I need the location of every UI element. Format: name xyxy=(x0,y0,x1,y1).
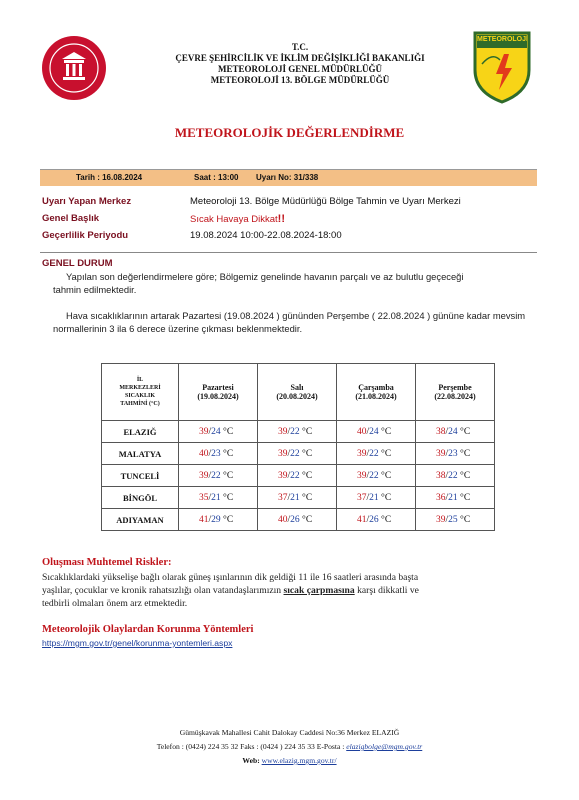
max-temp: 39 xyxy=(436,448,446,459)
logo-label: METEOROLOJİ xyxy=(477,36,528,43)
temp-cell: 40/23 °C xyxy=(179,443,258,465)
day-date: (19.08.2024) xyxy=(197,392,239,401)
unit: °C xyxy=(223,492,234,503)
table-row xyxy=(102,487,495,509)
max-temp: 41 xyxy=(357,514,367,525)
footer-contact xyxy=(0,742,579,751)
min-temp: 22 xyxy=(290,470,300,481)
general-heading: GENEL DURUM xyxy=(42,258,113,269)
unit: °C xyxy=(381,514,392,525)
unit: °C xyxy=(223,514,234,525)
temp-cell: 41/26 °C xyxy=(337,509,416,531)
unit: °C xyxy=(302,448,313,459)
temp-cell: 37/21 °C xyxy=(337,487,416,509)
document-title: METEOROLOJİK DEĞERLENDİRME xyxy=(174,125,405,140)
temp-cell: 38/22 °C xyxy=(416,465,495,487)
day-name: Salı xyxy=(290,383,304,392)
ministry-emblem-logo xyxy=(42,36,106,100)
header-tc: T.C. xyxy=(291,42,309,52)
general-para2-line1: Hava sıcaklıklarının artarak Pazartesi (19.08.2024 ) gününden Perşembe ( 22.08.2024 ) gününe kadar mevsim xyxy=(66,310,526,321)
temp-cell: 39/22 °C xyxy=(179,465,258,487)
heading-marks: !! xyxy=(277,213,285,225)
max-temp: 40 xyxy=(199,448,209,459)
min-temp: 21 xyxy=(211,492,221,503)
unit: °C xyxy=(381,426,392,437)
temp-cell: 39/22 °C xyxy=(258,443,337,465)
max-temp: 38 xyxy=(436,470,446,481)
min-temp: 26 xyxy=(290,514,300,525)
max-temp: 37 xyxy=(278,492,288,503)
unit: °C xyxy=(460,470,471,481)
max-temp: 39 xyxy=(357,448,367,459)
unit: °C xyxy=(223,448,234,459)
heading-label: Genel Başlık xyxy=(42,213,100,224)
day-header xyxy=(179,364,258,421)
min-temp: 21 xyxy=(290,492,300,503)
day-header xyxy=(258,364,337,421)
min-temp: 21 xyxy=(369,492,379,503)
risks-underlined: sıcak çarpmasına xyxy=(283,585,355,596)
meteoroloji-shield-logo xyxy=(472,30,532,104)
temp-cell: 39/22 °C xyxy=(258,465,337,487)
min-temp: 21 xyxy=(448,492,458,503)
max-temp: 40 xyxy=(357,426,367,437)
footer-web-link[interactable]: www.elazig.mgm.gov.tr/ xyxy=(261,756,337,765)
day-name: Pazartesi xyxy=(202,383,234,392)
city-cell: MALATYA xyxy=(102,443,179,465)
risks-text xyxy=(42,571,538,610)
validity-label: Geçerlilik Periyodu xyxy=(42,230,129,241)
max-temp: 38 xyxy=(436,426,446,437)
day-name: Perşembe xyxy=(438,383,472,392)
min-temp: 26 xyxy=(369,514,379,525)
day-header xyxy=(337,364,416,421)
temp-cell: 35/21 °C xyxy=(179,487,258,509)
max-temp: 40 xyxy=(278,514,288,525)
min-temp: 25 xyxy=(448,514,458,525)
city-cell: BİNGÖL xyxy=(102,487,179,509)
city-cell: ELAZIĞ xyxy=(102,421,179,443)
min-temp: 24 xyxy=(448,426,458,437)
general-para1-line2: tahmin edilmektedir. xyxy=(53,284,137,295)
max-temp: 39 xyxy=(278,448,288,459)
city-cell: TUNCELİ xyxy=(102,465,179,487)
risks-line1: Sıcaklıklardaki yükselişe bağlı olarak güneş ışınlarının dik geldiği 11 ile 16 saatleri arasında başta xyxy=(42,572,419,583)
unit: °C xyxy=(381,448,392,459)
day-header xyxy=(416,364,495,421)
unit: °C xyxy=(302,492,313,503)
footer-web xyxy=(0,756,579,765)
temp-cell: 39/25 °C xyxy=(416,509,495,531)
corner-line: İL xyxy=(136,377,144,383)
table-header-row xyxy=(102,364,495,421)
footer-address: Gümüşkavak Mahallesi Cahit Dalokay Caddesi No:36 Merkez ELAZIĞ xyxy=(179,728,400,737)
day-date: (20.08.2024) xyxy=(276,392,318,401)
min-temp: 22 xyxy=(369,448,379,459)
temp-cell: 39/23 °C xyxy=(416,443,495,465)
temp-cell: 39/22 °C xyxy=(337,443,416,465)
unit: °C xyxy=(302,426,313,437)
min-temp: 22 xyxy=(211,470,221,481)
temp-cell: 38/24 °C xyxy=(416,421,495,443)
min-temp: 23 xyxy=(448,448,458,459)
max-temp: 39 xyxy=(436,514,446,525)
table-row xyxy=(102,465,495,487)
temp-cell: 40/26 °C xyxy=(258,509,337,531)
max-temp: 39 xyxy=(278,470,288,481)
risks-line2-post: karşı dikkatli ve xyxy=(354,585,419,596)
unit: °C xyxy=(223,426,234,437)
info-warning-no: Uyarı No: 31/338 xyxy=(256,173,319,182)
min-temp: 29 xyxy=(211,514,221,525)
heading-text: Sıcak Havaya Dikkat xyxy=(190,214,278,225)
risks-heading: Oluşması Muhtemel Riskler: xyxy=(42,557,172,568)
temp-cell: 40/24 °C xyxy=(337,421,416,443)
corner-line: MERKEZLERİ xyxy=(119,385,161,391)
unit: °C xyxy=(302,470,313,481)
info-date: Tarih : 16.08.2024 xyxy=(76,173,143,182)
max-temp: 36 xyxy=(436,492,446,503)
min-temp: 22 xyxy=(290,426,300,437)
unit: °C xyxy=(381,470,392,481)
min-temp: 24 xyxy=(211,426,221,437)
min-temp: 22 xyxy=(448,470,458,481)
unit: °C xyxy=(381,492,392,503)
table-row xyxy=(102,443,495,465)
protection-heading: Meteorolojik Olaylardan Korunma Yöntemleri xyxy=(42,624,254,635)
temp-cell: 36/21 °C xyxy=(416,487,495,509)
corner-line: TAHMİNİ (°C) xyxy=(120,401,160,407)
max-temp: 39 xyxy=(357,470,367,481)
temp-cell: 39/22 °C xyxy=(337,465,416,487)
footer-web-label: Web: xyxy=(242,756,262,765)
general-para1-line1: Yapılan son değerlendirmelere göre; Bölgemiz genelinde havanın parçalı ve az bulutlu geçeceği xyxy=(66,271,464,282)
risks-line3: tedbirli olmaları önem arz etmektedir. xyxy=(42,598,188,609)
max-temp: 39 xyxy=(199,426,209,437)
footer-email-link[interactable]: elazigbolge@mgm.gov.tr xyxy=(346,742,423,751)
general-para2-line2: normallerinin 3 ila 6 derece üzerine çıkması beklenmektedir. xyxy=(53,323,303,334)
footer-contact-text: Telefon : (0424) 224 35 32 Faks : (0424 ) 224 35 33 E-Posta : xyxy=(156,742,347,751)
temperature-table xyxy=(101,363,495,531)
day-date: (22.08.2024) xyxy=(434,392,476,401)
validity-value: 19.08.2024 10:00-22.08.2024-18:00 xyxy=(190,230,342,241)
min-temp: 22 xyxy=(290,448,300,459)
min-temp: 23 xyxy=(211,448,221,459)
protection-link[interactable]: https://mgm.gov.tr/genel/korunma-yontemleri.aspx xyxy=(42,638,233,648)
unit: °C xyxy=(460,426,471,437)
max-temp: 35 xyxy=(199,492,209,503)
table-row xyxy=(102,509,495,531)
max-temp: 39 xyxy=(199,470,209,481)
risks-line2 xyxy=(42,584,538,597)
max-temp: 41 xyxy=(199,514,209,525)
temp-cell: 39/22 °C xyxy=(258,421,337,443)
header-ministry: ÇEVRE ŞEHİRCİLİK VE İKLİM DEĞİŞİKLİĞİ BAKANLIĞI xyxy=(175,53,425,63)
center-value: Meteoroloji 13. Bölge Müdürlüğü Bölge Tahmin ve Uyarı Merkezi xyxy=(190,196,461,207)
center-label: Uyarı Yapan Merkez xyxy=(42,196,132,207)
temp-cell: 37/21 °C xyxy=(258,487,337,509)
table-row xyxy=(102,421,495,443)
corner-header xyxy=(102,364,179,421)
unit: °C xyxy=(223,470,234,481)
day-date: (21.08.2024) xyxy=(355,392,397,401)
city-cell: ADIYAMAN xyxy=(102,509,179,531)
day-name: Çarşamba xyxy=(358,383,394,392)
heading-value xyxy=(190,213,285,225)
min-temp: 22 xyxy=(369,470,379,481)
corner-line: SICAKLIK xyxy=(124,393,155,399)
unit: °C xyxy=(302,514,313,525)
header-directorate: METEOROLOJİ GENEL MÜDÜRLÜĞÜ xyxy=(217,64,383,74)
info-bar xyxy=(40,169,537,186)
max-temp: 39 xyxy=(278,426,288,437)
temp-cell: 39/24 °C xyxy=(179,421,258,443)
min-temp: 24 xyxy=(369,426,379,437)
header-regional: METEOROLOJİ 13. BÖLGE MÜDÜRLÜĞÜ xyxy=(210,75,390,85)
unit: °C xyxy=(460,492,471,503)
risks-line2-pre: yaşlılar, çocuklar ve kronik rahatsızlığı olan vatandaşlarımızın xyxy=(42,585,284,596)
max-temp: 37 xyxy=(357,492,367,503)
divider xyxy=(40,252,537,253)
unit: °C xyxy=(460,448,471,459)
unit: °C xyxy=(460,514,471,525)
temp-cell: 41/29 °C xyxy=(179,509,258,531)
info-time: Saat : 13:00 xyxy=(194,173,239,182)
